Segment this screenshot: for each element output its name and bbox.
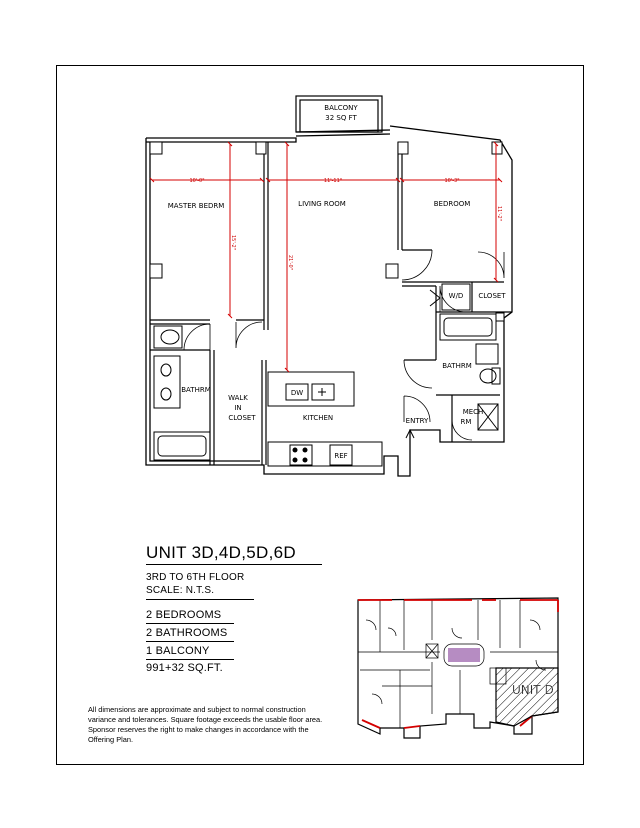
area-text: 991+32 SQ.FT. <box>146 662 223 674</box>
dim-master-depth: 15'-2" <box>230 235 236 251</box>
bathrooms-underline <box>146 641 234 642</box>
dim-living-width: 11'-11" <box>323 178 343 184</box>
bedrooms-count: 2 BEDROOMS <box>146 609 222 621</box>
mech-room-label-2: RM <box>460 418 472 426</box>
doors <box>184 250 504 440</box>
scale-underline <box>146 599 254 600</box>
balcony-area-label: 32 SQ FT <box>325 114 357 122</box>
key-plan-unit-highlight <box>496 668 558 726</box>
balcony-underline <box>146 659 234 660</box>
closet-label: CLOSET <box>478 292 506 300</box>
dishwasher-label: DW <box>290 389 304 397</box>
dim-living-depth: 21'-0" <box>287 255 293 271</box>
balcony-count: 1 BALCONY <box>146 645 210 657</box>
bathrooms-count: 2 BATHROOMS <box>146 627 228 639</box>
bedroom-label: BEDROOM <box>433 200 471 208</box>
master-bedroom-label: MASTER BEDRM <box>167 202 225 210</box>
walk-in-closet-label-2: IN <box>234 404 242 412</box>
scale-text: SCALE: N.T.S. <box>146 585 215 596</box>
entry-arrow-icon <box>406 430 414 452</box>
dim-bedroom-depth: 11'-2" <box>496 206 502 222</box>
refrigerator-label: REF <box>334 452 348 460</box>
left-bath-label: BATHRM <box>181 386 211 394</box>
balcony-label: BALCONY <box>324 104 358 112</box>
stove-burners <box>293 448 308 463</box>
dim-bedroom-width: 10'-3" <box>444 178 460 184</box>
living-room-label: LIVING ROOM <box>298 200 346 208</box>
unit-title: UNIT 3D,4D,5D,6D <box>146 543 296 562</box>
disclaimer-text: All dimensions are approximate and subject to normal construction variance and tolerances. Square footage exceeds the usable floor area. Sponsor reserves the right to make changes in accordance with the Offering Plan. <box>88 705 323 744</box>
walk-in-closet-label-3: CLOSET <box>228 414 256 422</box>
floors-text: 3RD TO 6TH FLOOR <box>146 572 245 583</box>
title-underline <box>146 564 322 565</box>
bedrooms-underline <box>146 623 234 624</box>
right-bath-label: BATHRM <box>442 362 472 370</box>
wd-label: W/D <box>448 292 464 300</box>
entry-label: ENTRY <box>405 417 429 425</box>
key-plan <box>358 598 558 738</box>
sink-icon <box>318 388 326 396</box>
mech-room-label-1: MECH <box>462 408 484 416</box>
key-plan-elevator <box>448 648 480 662</box>
key-plan-unit-label: UNIT D <box>512 683 554 697</box>
kitchen-label: KITCHEN <box>302 414 334 422</box>
dimension-lines <box>150 142 502 372</box>
dim-master-width: 10'-0" <box>189 178 205 184</box>
walk-in-closet-label-1: WALK <box>228 394 248 402</box>
